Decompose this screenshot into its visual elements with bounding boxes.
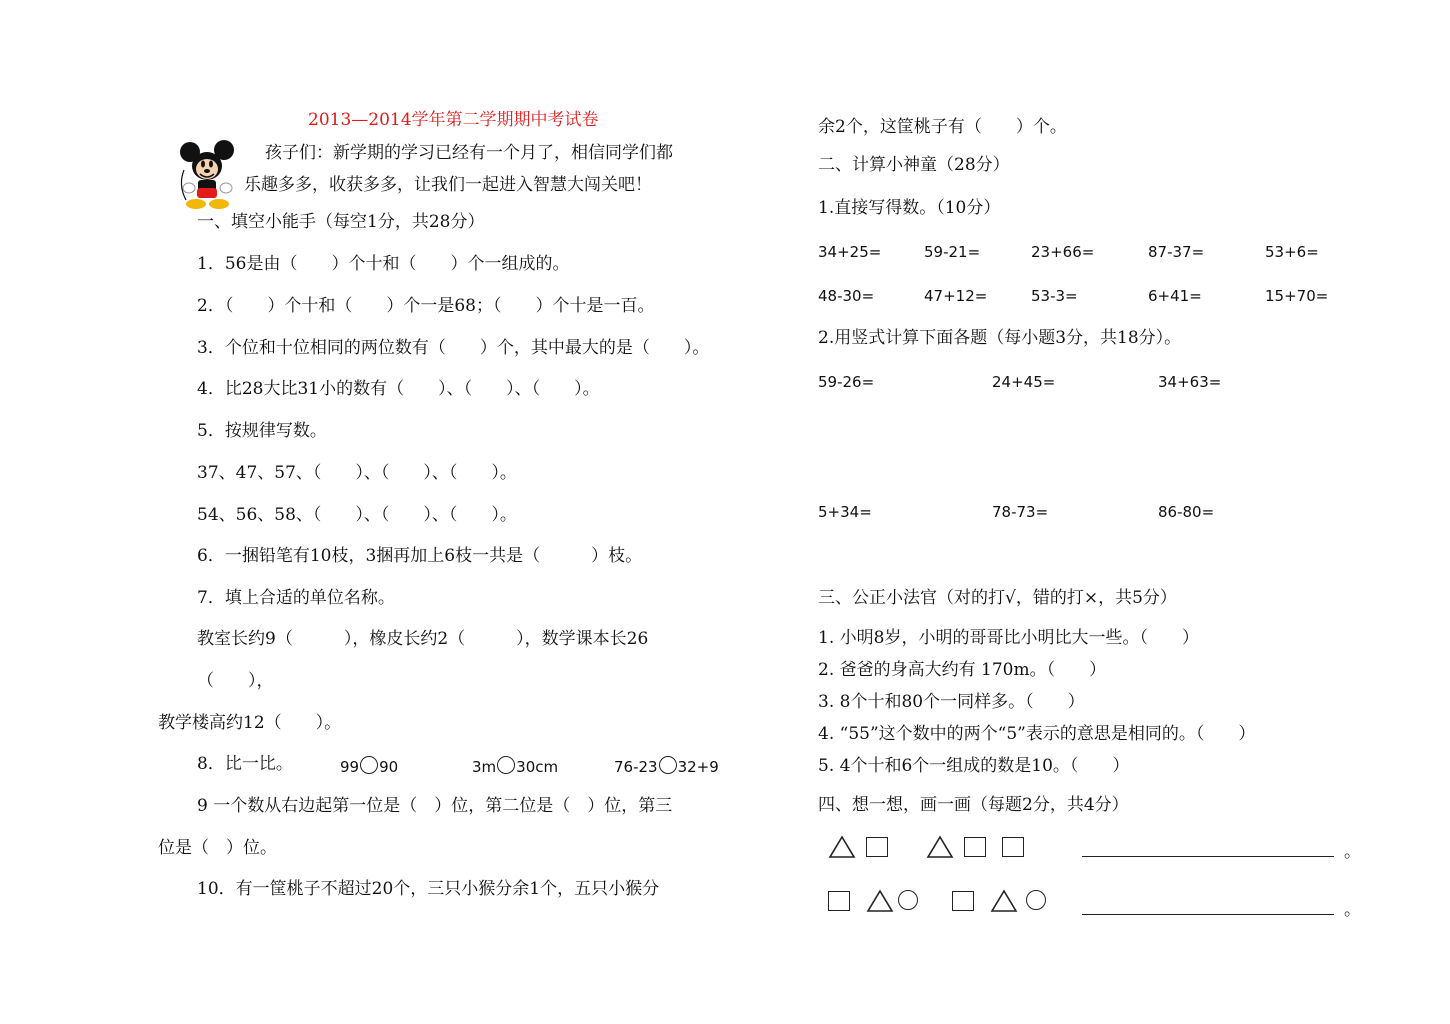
section3-heading: 三、公正小法官（对的打√，错的打×，共5分） [818,588,1177,608]
question-10: 10．有一筐桃子不超过20个，三只小猴分余1个，五只小猴分 [197,879,660,899]
compare-2-right: 30cm [516,758,559,776]
period-1: 。 [1344,842,1361,862]
square-icon [1002,837,1024,857]
circle-icon [898,890,918,910]
calc-1-2: 59-21= [924,243,981,261]
calc-1-4: 87-37= [1148,243,1205,261]
square-icon [964,837,986,857]
section2-sub1: 1.直接写得数。（10分） [818,198,1001,218]
question-4: 4．比28大比31小的数有（ ）、（ ）、（ ）。 [197,379,600,399]
judge-item-1: 1. 小明8岁，小明的哥哥比小明比大一些。（ ） [818,628,1199,648]
judge-item-2: 2. 爸爸的身高大约有 170m。（ ） [818,660,1107,680]
vertical-calc-2: 24+45= [992,373,1056,391]
question-6: 6．一捆铅笔有10枝，3捆再加上6枝一共是（ ）枝。 [197,546,643,566]
compare-1-left: 99 [340,758,360,776]
judge-item-5: 5. 4个十和6个一组成的数是10。（ ） [818,756,1130,776]
vertical-calc-3: 34+63= [1158,373,1222,391]
question-7b: （ ）， [197,671,274,691]
calc-2-4: 6+41= [1148,287,1202,305]
vertical-calc-5: 78-73= [992,503,1049,521]
mickey-mouse-illustration [176,140,242,210]
calc-2-2: 47+12= [924,287,988,305]
vertical-calc-1: 59-26= [818,373,875,391]
period-2: 。 [1344,900,1361,920]
compare-circle-icon [659,756,677,774]
page-title: 2013—2014学年第二学期期中考试卷 [308,110,599,130]
calc-2-5: 15+70= [1265,287,1329,305]
compare-3-left: 76-23 [614,758,658,776]
square-icon [866,837,888,857]
triangle-icon [990,889,1018,913]
answer-line-1[interactable] [1082,856,1334,857]
compare-2-left: 3m [472,758,497,776]
question-5b: 54、56、58、（ ）、（ ）、（ ）。 [197,505,517,525]
calc-1-5: 53+6= [1265,243,1319,261]
compare-3-right: 32+9 [677,758,719,776]
triangle-icon [866,889,894,913]
question-7a: 教室长约9（ ），橡皮长约2（ ），数学课本长26 [197,629,649,649]
intro-line-1: 孩子们：新学期的学习已经有一个月了，相信同学们都 [265,143,673,163]
intro-line-2: 乐趣多多，收获多多，让我们一起进入智慧大闯关吧！ [244,175,652,195]
question-9a: 9 一个数从右边起第一位是（ ）位，第二位是（ ）位，第三 [197,796,673,816]
calc-1-1: 34+25= [818,243,882,261]
question-1: 1．56是由（ ）个十和（ ）个一组成的。 [197,254,570,274]
question-5: 5．按规律写数。 [197,421,327,441]
circle-icon [1026,890,1046,910]
judge-item-3: 3. 8个十和80个一同样多。（ ） [818,692,1085,712]
calc-1-3: 23+66= [1031,243,1095,261]
compare-circle-icon [360,756,378,774]
compare-1-right: 90 [379,758,399,776]
question-8-label: 8．比一比。 [197,754,293,774]
vertical-calc-4: 5+34= [818,503,872,521]
question-7: 7．填上合适的单位名称。 [197,588,395,608]
question-10-continued: 余2个，这筐桃子有（ ）个。 [818,117,1067,137]
section1-heading: 一、填空小能手（每空1分，共28分） [197,212,485,232]
calc-2-1: 48-30= [818,287,875,305]
question-3: 3．个位和十位相同的两位数有（ ）个，其中最大的是（ ）。 [197,338,710,358]
vertical-calc-6: 86-80= [1158,503,1215,521]
question-2: 2．（ ）个十和（ ）个一是68；（ ）个十是一百。 [197,296,655,316]
question-9b: 位是（ ）位。 [158,838,277,858]
judge-item-4: 4. “55”这个数中的两个“5”表示的意思是相同的。（ ） [818,724,1256,744]
section4-heading: 四、想一想，画一画（每题2分，共4分） [818,795,1129,815]
square-icon [828,891,850,911]
compare-item-2 [472,756,558,777]
compare-circle-icon [497,756,515,774]
compare-item-1 [340,756,398,777]
question-7c: 教学楼高约12（ ）。 [158,713,342,733]
section2-sub2: 2.用竖式计算下面各题（每小题3分，共18分）。 [818,328,1182,348]
triangle-icon [926,835,954,859]
compare-item-3 [614,756,719,777]
calc-2-3: 53-3= [1031,287,1078,305]
square-icon [952,891,974,911]
answer-line-2[interactable] [1082,914,1334,915]
section2-heading: 二、计算小神童（28分） [818,155,1010,175]
question-5a: 37、47、57、（ ）、（ ）、（ ）。 [197,463,517,483]
triangle-icon [828,835,856,859]
